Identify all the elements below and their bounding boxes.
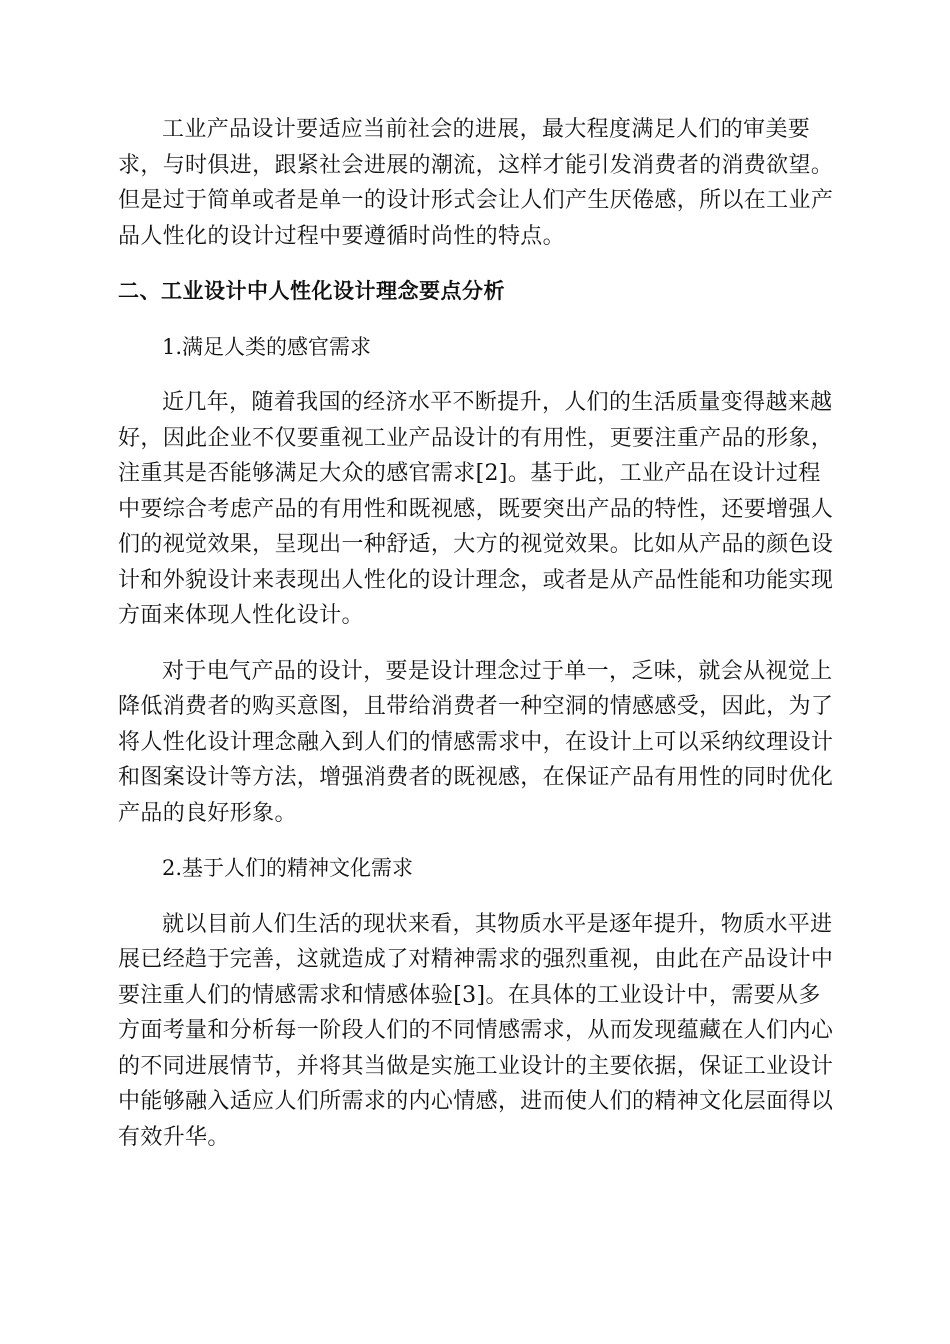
paragraph-line: 的不同进展情节，并将其当做是实施工业设计的主要依据，保证工业设计	[118, 1053, 834, 1079]
section-heading: 二、工业设计中人性化设计理念要点分析	[118, 279, 505, 303]
paragraph-line: 但是过于简单或者是单一的设计形式会让人们产生厌倦感，所以在工业产	[118, 188, 834, 213]
paragraph-line: 们的视觉效果，呈现出一种舒适，大方的视觉效果。比如从产品的颜色设	[118, 532, 834, 557]
paragraph-line: 有效升华。	[118, 1124, 230, 1150]
paragraph-line: 将人性化设计理念融入到人们的情感需求中，在设计上可以采纳纹理设计	[118, 729, 834, 755]
paragraph-line: 对于电气产品的设计，要是设计理念过于单一，乏味，就会从视觉上	[162, 658, 833, 684]
paragraph-spiritual	[118, 907, 836, 1156]
subsection-heading-spiritual: 2.基于人们的精神文化需求	[162, 856, 414, 880]
paragraph-line: 产品的良好形象。	[118, 800, 297, 826]
paragraph-line: 好，因此企业不仅要重视工业产品设计的有用性，更要注重产品的形象，	[118, 425, 834, 451]
paragraph-line: 近几年，随着我国的经济水平不断提升，人们的生活质量变得越来越	[162, 390, 833, 415]
paragraph-line: 中能够融入适应人们所需求的内心情感，进而使人们的精神文化层面得以	[118, 1089, 834, 1114]
paragraph-sensory	[118, 385, 836, 634]
paragraph-line: 计和外貌设计来表现出人性化的设计理念，或者是从产品性能和功能实现	[118, 567, 834, 593]
paragraph-line: 展已经趋于完善，这就造成了对精神需求的强烈重视，由此在产品设计中	[118, 947, 834, 972]
paragraph-electrical	[118, 654, 836, 832]
subsection-heading-sensory: 1.满足人类的感官需求	[162, 334, 372, 359]
paragraph-line: 注重其是否能够满足大众的感官需求[2]。基于此，工业产品在设计过程	[118, 461, 821, 486]
paragraph-line: 降低消费者的购买意图，且带给消费者一种空洞的情感感受，因此，为了	[118, 694, 834, 719]
paragraph-line: 求，与时俱进，跟紧社会进展的潮流，这样才能引发消费者的消费欲望。	[118, 152, 834, 178]
paragraph-line: 工业产品设计要适应当前社会的进展，最大程度满足人们的审美要	[162, 117, 811, 142]
paragraph-line: 方面考量和分析每一阶段人们的不同情感需求，从而发现蕴藏在人们内心	[118, 1018, 834, 1043]
document-page	[118, 112, 836, 1175]
paragraph-line: 和图案设计等方法，增强消费者的既视感，在保证产品有用性的同时优化	[118, 765, 834, 790]
paragraph-line: 中要综合考虑产品的有用性和既视感，既要突出产品的特性，还要增强人	[118, 496, 834, 522]
paragraph-line: 品人性化的设计过程中要遵循时尚性的特点。	[118, 223, 566, 249]
paragraph-trend	[118, 112, 836, 254]
paragraph-line: 方面来体现人性化设计。	[118, 603, 364, 628]
paragraph-line: 要注重人们的情感需求和情感体验[3]。在具体的工业设计中，需要从多	[118, 982, 821, 1008]
paragraph-line: 就以目前人们生活的现状来看，其物质水平是逐年提升，物质水平进	[162, 911, 833, 937]
